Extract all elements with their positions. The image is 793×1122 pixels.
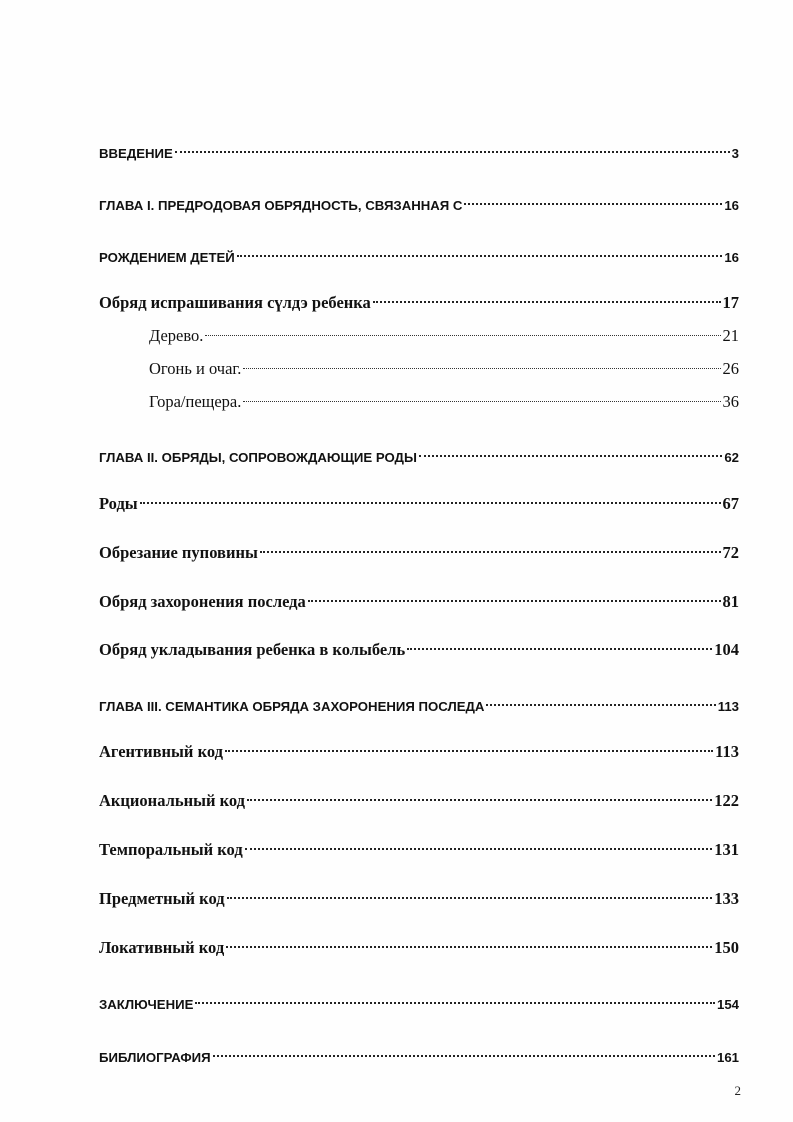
toc-entry-subsection	[149, 385, 739, 411]
toc-entry-section	[99, 633, 739, 659]
dot-leader	[140, 487, 721, 509]
toc-entry-page: 16	[724, 250, 739, 265]
toc-entry-title: ВВЕДЕНИЕ	[99, 146, 173, 161]
toc-entry-subsection	[149, 352, 739, 378]
toc-entry-section	[99, 536, 739, 562]
dot-leader	[308, 585, 721, 607]
dot-leader	[225, 735, 713, 757]
toc-entry-section	[99, 735, 739, 761]
dot-leader	[213, 1040, 715, 1062]
toc-entry-title: Обряд захоронения последа	[99, 592, 306, 611]
toc-entry-page: 72	[722, 543, 739, 562]
toc-entry-section	[99, 882, 739, 908]
dot-leader	[419, 440, 722, 462]
toc-entry-section	[99, 487, 739, 513]
toc-entry-page: 21	[722, 326, 739, 345]
toc-entry-subsection	[149, 319, 739, 345]
toc-entry-conclusion	[99, 987, 739, 1012]
toc-entry-section	[99, 585, 739, 611]
toc-entry-title: Темпоральный код	[99, 840, 243, 859]
toc-entry-title: БИБЛИОГРАФИЯ	[99, 1050, 211, 1065]
dot-leader	[260, 536, 721, 558]
toc-entry-page: 113	[715, 742, 739, 761]
toc-entry-title: РОЖДЕНИЕМ ДЕТЕЙ	[99, 250, 235, 265]
toc-entry-page: 122	[714, 791, 739, 810]
toc-entry-title: Огонь и очаг.	[149, 359, 242, 378]
toc-entry-bibliography	[99, 1040, 739, 1065]
dot-leader	[195, 987, 715, 1009]
toc-entry-chapter-1	[99, 188, 739, 213]
toc-entry-title: ГЛАВА I. ПРЕДРОДОВАЯ ОБРЯДНОСТЬ, СВЯЗАННАЯ С	[99, 198, 463, 213]
toc-entry-title: Локативный код	[99, 938, 225, 957]
dot-leader	[245, 833, 713, 855]
toc-entry-title: Обряд испрашивания сүлдэ ребенка	[99, 293, 371, 312]
toc-entry-page: 17	[722, 293, 739, 312]
table-of-contents	[99, 0, 739, 1122]
dot-leader	[226, 931, 712, 953]
toc-entry-chapter-3	[99, 689, 739, 714]
toc-entry-title: Агентивный код	[99, 742, 223, 761]
toc-entry-section	[99, 286, 739, 312]
page-number: 2	[734, 1083, 741, 1098]
dot-leader	[243, 352, 720, 374]
dot-leader	[175, 136, 730, 158]
dot-leader	[407, 633, 712, 655]
toc-entry-page: 150	[714, 938, 739, 957]
toc-entry-page: 67	[722, 494, 739, 513]
toc-entry-title: Роды	[99, 494, 138, 513]
toc-entry-title: ГЛАВА III. СЕМАНТИКА ОБРЯДА ЗАХОРОНЕНИЯ ПОСЛЕДА	[99, 699, 485, 714]
dot-leader	[373, 286, 721, 308]
toc-entry-page: 16	[724, 198, 739, 213]
toc-entry-page: 104	[714, 640, 739, 659]
dot-leader	[243, 385, 720, 407]
dot-leader	[464, 188, 722, 210]
toc-entry-section	[99, 784, 739, 810]
toc-entry-title: Гора/пещера.	[149, 392, 242, 411]
toc-entry-page: 161	[716, 1050, 739, 1065]
toc-entry-page: 36	[722, 392, 739, 411]
toc-entry-section	[99, 833, 739, 859]
toc-entry-page: 3	[731, 146, 739, 161]
dot-leader	[227, 882, 713, 904]
dot-leader	[237, 240, 723, 262]
dot-leader	[205, 319, 720, 341]
toc-entry-page: 131	[714, 840, 739, 859]
dot-leader	[247, 784, 712, 806]
dot-leader	[486, 689, 715, 711]
toc-entry-chapter-1-cont	[99, 240, 739, 265]
toc-entry-introduction	[99, 136, 739, 161]
toc-entry-page: 113	[717, 699, 739, 714]
toc-entry-page: 26	[722, 359, 739, 378]
toc-entry-title: Обрезание пуповины	[99, 543, 258, 562]
toc-entry-page: 154	[716, 997, 739, 1012]
toc-entry-title: Акциональный код	[99, 791, 246, 810]
toc-entry-title: ГЛАВА II. ОБРЯДЫ, СОПРОВОЖДАЮЩИЕ РОДЫ	[99, 450, 417, 465]
toc-entry-chapter-2	[99, 440, 739, 465]
toc-entry-page: 81	[722, 592, 739, 611]
toc-entry-page: 62	[724, 450, 739, 465]
toc-entry-title: Предметный код	[99, 889, 225, 908]
toc-entry-title: Обряд укладывания ребенка в колыбель	[99, 640, 406, 659]
toc-entry-title: ЗАКЛЮЧЕНИЕ	[99, 997, 194, 1012]
toc-entry-title: Дерево.	[149, 326, 204, 345]
toc-entry-page: 133	[714, 889, 739, 908]
toc-entry-section	[99, 931, 739, 957]
